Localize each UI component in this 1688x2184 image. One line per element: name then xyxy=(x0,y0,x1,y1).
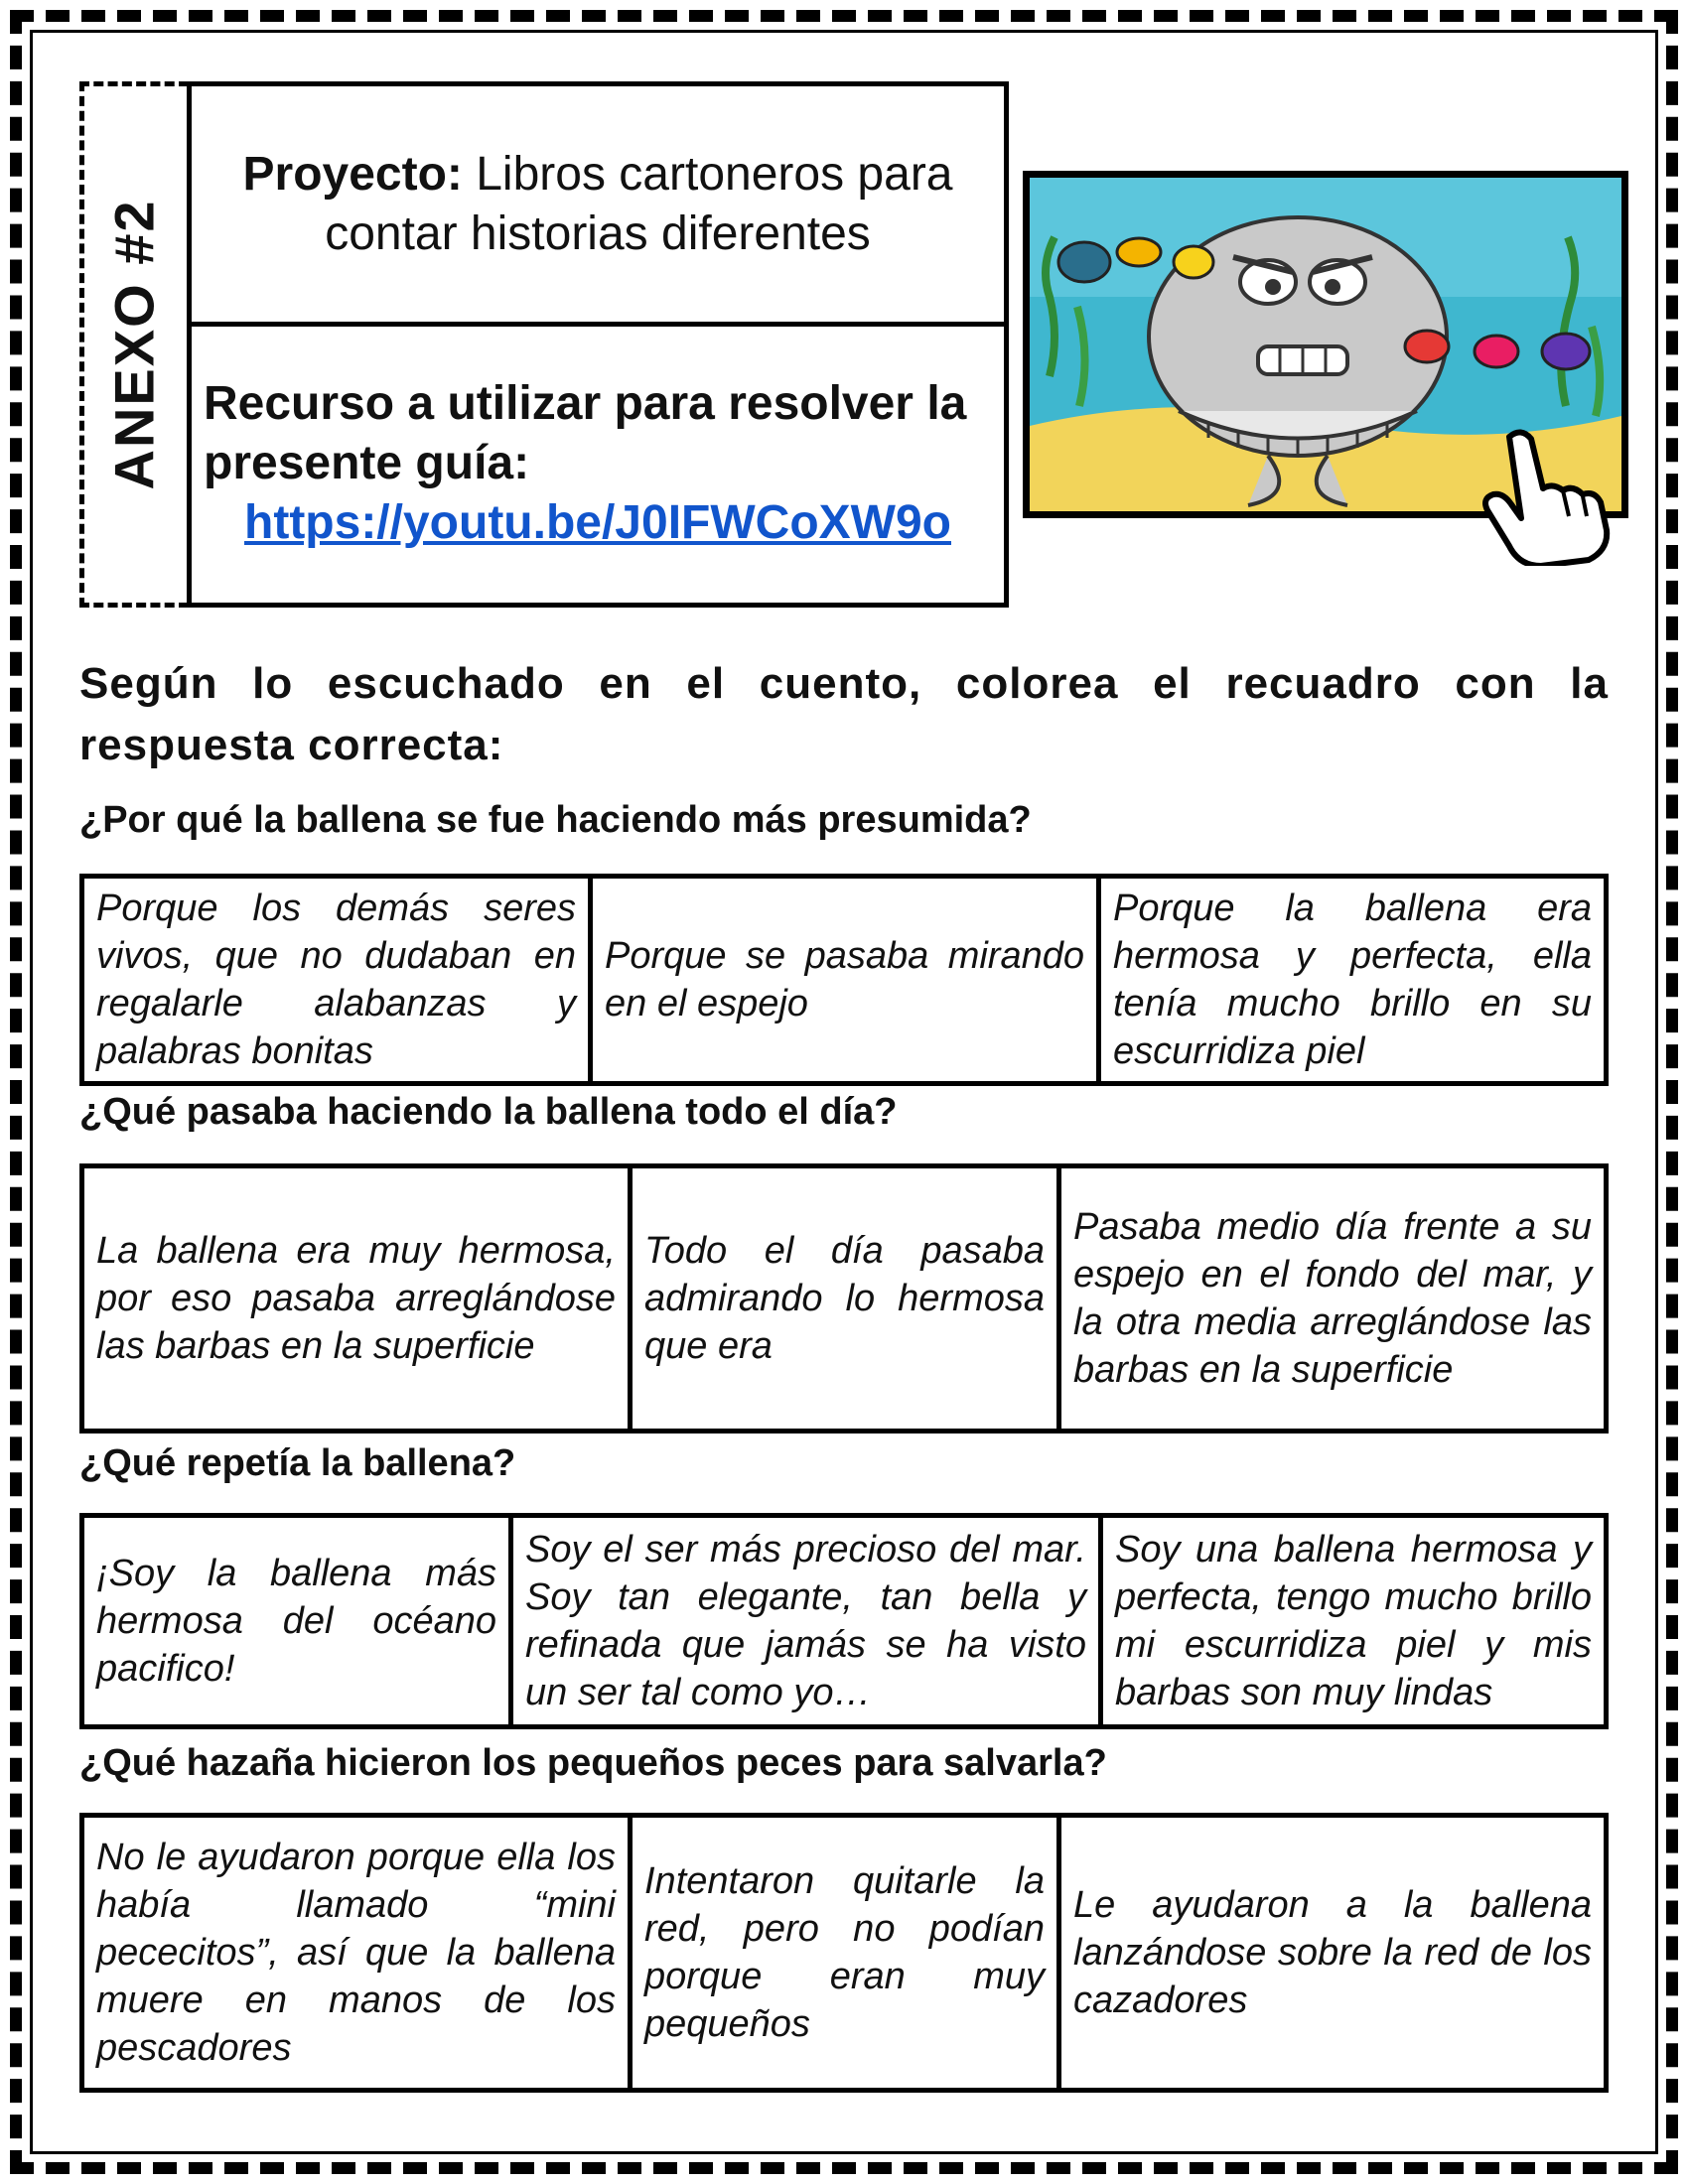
answer-option[interactable]: La ballena era muy hermosa, por eso pasaba arreglándose las barbas en la superficie xyxy=(84,1168,633,1429)
answer-option[interactable]: Intentaron quitarle la red, pero no podían porque eran muy pequeños xyxy=(633,1818,1061,2088)
answer-option[interactable]: Soy una ballena hermosa y perfecta, tengo mucho brillo mi escurridiza piel y mis barbas son muy lindas xyxy=(1115,1529,1592,1713)
answer-option[interactable]: Porque se pasaba mirando en el espejo xyxy=(593,879,1101,1081)
answer-row-3 xyxy=(79,1513,1609,1729)
project-label: Proyecto: xyxy=(242,147,463,201)
resource-label: Recurso a utilizar para resolver la presente guía: xyxy=(204,377,967,489)
answer-row-1 xyxy=(79,874,1609,1086)
answer-option[interactable]: Todo el día pasaba admirando lo hermosa que era xyxy=(633,1168,1061,1429)
annex-label: ANEXO #2 xyxy=(102,199,166,490)
question-1: ¿Por qué la ballena se fue haciendo más presumida? xyxy=(79,799,1032,841)
answer-option[interactable]: Porque los demás seres vivos, que no dudaban en regalarle alabanzas y palabras bonitas xyxy=(84,879,593,1081)
question-2: ¿Qué pasaba haciendo la ballena todo el día? xyxy=(79,1091,898,1133)
instruction-text: Según lo escuchado en el cuento, colorea el recuadro con la respuesta correcta: xyxy=(79,659,1609,769)
question-4: ¿Qué hazaña hicieron los pequeños peces para salvarla? xyxy=(79,1742,1107,1784)
pointing-hand-icon xyxy=(1470,417,1628,566)
answer-option[interactable]: Pasaba medio día frente a su espejo en el fondo del mar, y la otra media arreglándose las barbas en la superficie xyxy=(1073,1206,1592,1391)
answer-option[interactable]: Le ayudaron a la ballena lanzándose sobre la red de los cazadores xyxy=(1073,1884,1592,2021)
answer-option[interactable]: ¡Soy la ballena más hermosa del océano pacifico! xyxy=(84,1518,513,1724)
answer-row-2 xyxy=(79,1163,1609,1433)
resource-section xyxy=(192,327,1004,603)
resource-link[interactable]: https://youtu.be/J0IFWCoXW9o xyxy=(244,496,951,549)
answer-option[interactable]: Soy el ser más precioso del mar. Soy tan elegante, tan bella y refinada que jamás se ha visto un ser tal como yo… xyxy=(513,1518,1103,1724)
project-title xyxy=(192,86,1004,327)
project-text: Libros cartoneros para contar historias diferentes xyxy=(325,147,953,260)
answer-option[interactable]: Porque la ballena era hermosa y perfecta, ella tenía mucho brillo en su escurridiza piel xyxy=(1113,887,1592,1072)
answer-option[interactable]: No le ayudaron porque ella los había llamado “mini pececitos”, así que la ballena muere en manos de los pescadores xyxy=(84,1818,633,2088)
header-box xyxy=(187,81,1009,608)
answer-row-4 xyxy=(79,1813,1609,2093)
question-3: ¿Qué repetía la ballena? xyxy=(79,1442,516,1484)
